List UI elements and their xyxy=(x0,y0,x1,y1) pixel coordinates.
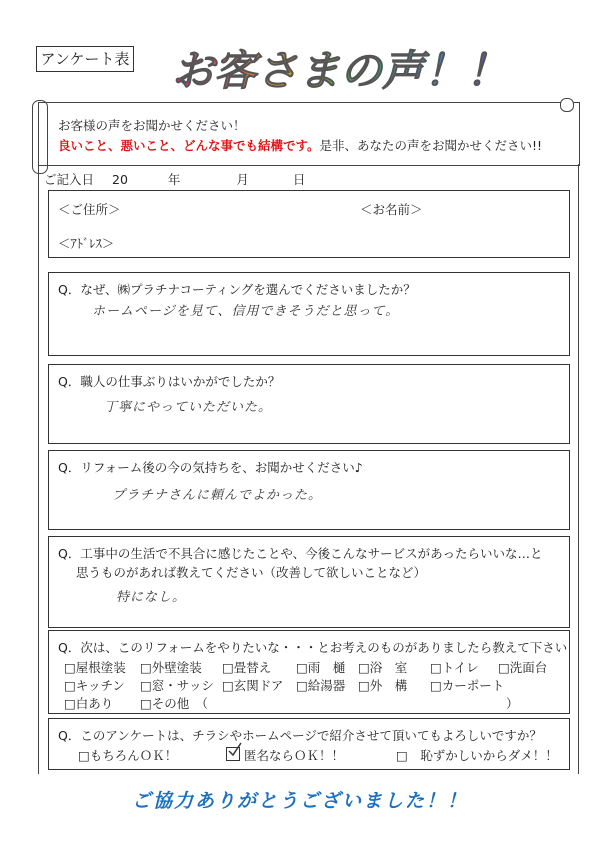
handwritten-answer: ホームページを見て、信用できそうだと思って。 xyxy=(92,304,400,319)
permission-option-no[interactable]: □ 恥ずかしいからダメ！！ xyxy=(396,748,558,763)
frame-right xyxy=(578,164,579,774)
thanks-message: ご協力ありがとうございました！！ xyxy=(131,790,468,812)
scroll-decoration xyxy=(560,98,574,112)
date-day: 日 xyxy=(292,172,306,187)
reform-question: Q．次は、このリフォームをやりたいな・・・とお考えのものがありましたら教えて下さい xyxy=(58,640,568,655)
customer-box xyxy=(48,190,570,258)
reform-option[interactable]: □洗面台 xyxy=(498,660,548,675)
reform-option[interactable]: □浴 室 xyxy=(358,660,408,675)
check-mark-icon xyxy=(226,747,240,761)
reform-option[interactable]: □キッチン xyxy=(64,678,125,693)
page-title-text: お客さまの声！！ xyxy=(171,46,509,95)
email-label: ＜ｱﾄﾞﾚｽ＞ xyxy=(58,236,115,251)
reform-option[interactable]: □トイレ xyxy=(430,660,479,675)
permission-question: Q．このアンケートは、チラシやホームページで紹介させて頂いてもよろしいですか？ xyxy=(58,728,542,743)
frame-left xyxy=(38,164,39,774)
reform-option[interactable]: □その他 （ xyxy=(140,696,209,711)
question-text: Q．リフォーム後の今の気持ちを、お聞かせください♪ xyxy=(58,460,363,475)
date-year: 年 xyxy=(167,172,181,187)
date-label: ご記入日 xyxy=(44,172,95,187)
address-label: ＜ご住所＞ xyxy=(58,202,121,217)
reform-option[interactable]: □白あり xyxy=(64,696,114,711)
reform-option[interactable]: □外 構 xyxy=(358,678,408,693)
intro-line-1: お客様の声をお聞かせください！ xyxy=(58,118,246,133)
intro-red-text: 良いこと、悪いこと、どんな事でも結構です。 xyxy=(58,138,320,153)
reform-option[interactable]: □外壁塗装 xyxy=(140,660,202,675)
question-text: Q．職人の仕事ぶりはいかがでしたか？ xyxy=(58,374,281,389)
reform-option[interactable]: □屋根塗装 xyxy=(64,660,126,675)
name-label: ＜お名前＞ xyxy=(360,202,423,217)
intro-scroll xyxy=(38,102,580,166)
permission-option-anonymous[interactable] xyxy=(226,746,344,764)
page-title xyxy=(140,40,540,100)
date-month: 月 xyxy=(236,172,249,187)
reform-option-close: ） xyxy=(506,696,519,711)
date-year-prefix: 20 xyxy=(112,172,128,187)
intro-line-2 xyxy=(58,136,542,154)
handwritten-answer: 特になし。 xyxy=(116,590,187,605)
question-text-2: 思うものがあれば教えてください（改善して欲しいことなど） xyxy=(76,565,427,580)
date-line xyxy=(44,170,305,188)
permission-option-yes[interactable]: □もちろんＯＫ！ xyxy=(78,748,178,763)
reform-option[interactable]: □カーポート xyxy=(430,678,505,693)
handwritten-answer: プラチナさんに頼んでよかった。 xyxy=(112,488,323,503)
reform-option[interactable]: □給湯器 xyxy=(296,678,346,693)
intro-rest-text: 是非、あなたの声をお聞かせください!! xyxy=(319,138,543,153)
survey-tag: アンケート表 xyxy=(36,46,134,72)
handwritten-answer: 丁寧にやっていただいた。 xyxy=(104,400,273,415)
reform-option[interactable]: □雨 樋 xyxy=(296,660,346,675)
reform-option[interactable]: □畳替え xyxy=(222,660,272,675)
reform-option[interactable]: □玄関ドア xyxy=(222,678,284,693)
reform-option[interactable]: □窓・サッシ xyxy=(140,678,215,693)
question-text: Q．工事中の生活で不具合に感じたことや、今後こんなサービスがあったらいいな…と xyxy=(58,546,543,561)
question-text: Q．なぜ、㈱プラチナコーティングを選んでくださいましたか？ xyxy=(58,282,416,297)
permission-option-anonymous-label: 匿名ならＯＫ！！ xyxy=(244,748,345,763)
